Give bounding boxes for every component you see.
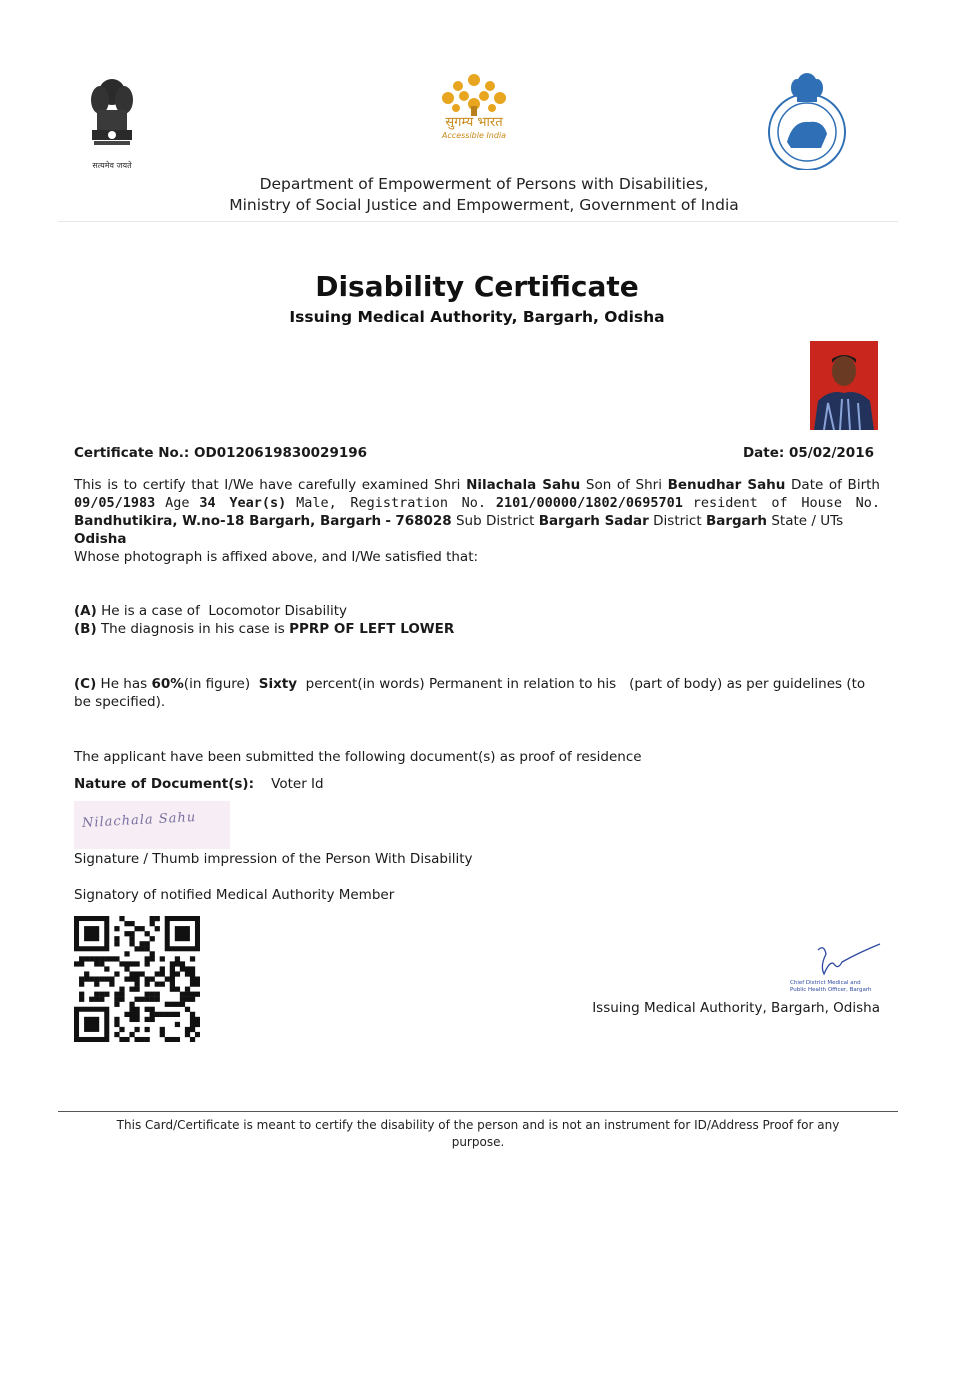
stamp-line-2: Public Health Officer, Bargarh [790,987,872,993]
body-text: Son of Shri [585,477,662,493]
certification-paragraph [74,476,880,566]
documents-nature-value: Voter Id [271,776,324,792]
pin-code: 768028 [395,513,452,529]
body-text: Date of Birth [791,477,880,493]
item-c-label: (C) [74,676,97,692]
father-name: Benudhar Sahu [667,477,786,493]
disability-type: Locomotor Disability [208,603,348,619]
date-label: Date: [742,445,785,461]
item-a-label: (A) [74,603,97,619]
logo-text: सुगम्य भारत [445,115,503,130]
body-text: District [653,513,702,529]
page-subtitle: Issuing Medical Authority, Bargarh, Odisha [289,308,665,326]
certificate-date [743,445,874,461]
applicant-signature [74,801,230,849]
certificate-number [74,445,367,461]
registration-number: 2101/00000/1802/0695701 [495,495,683,511]
certificate-number-label: Certificate No.: [74,445,190,461]
item-a [74,602,347,620]
date-of-birth: 09/05/1983 [74,495,156,511]
qr-code [74,916,200,1042]
body-text: Male, Registration No. [296,495,487,511]
odisha-emblem-icon [765,70,849,170]
body-text: Whose photograph is affixed above, and I/We satisfied that: [74,549,479,565]
item-b [74,620,454,638]
stamp-line-1: Chief District Medical and [790,980,861,986]
item-c [74,675,880,711]
item-b-label: (B) [74,621,97,637]
footer-divider [58,1111,898,1112]
footer-note: This Card/Certificate is meant to certify the disability of the person and is not an instrument for ID/Address Proof for any purpose. [116,1118,840,1149]
officer-signature-icon [790,940,890,980]
accessible-india-logo-icon [428,70,520,150]
item-a-text: He is a case of [101,603,200,619]
disability-percent: 60% [151,676,184,692]
body-text: resident of House No. [692,495,881,511]
handwritten-signature: Nilachala Sahu [81,810,197,831]
certificate-number-value: OD0120619830029196 [194,445,368,461]
signature-caption: Signature / Thumb impression of the Person With Disability [74,851,473,867]
logo-subtext: Accessible India [441,131,507,140]
authority-member-label: Signatory of notified Medical Authority Member [74,887,395,903]
age-value: 34 Year(s) [199,495,287,511]
sub-district-value: Bargarh Sadar [538,513,649,529]
item-b-text: The diagnosis in his case is [100,621,285,637]
department-line-2: Ministry of Social Justice and Empowerment, Government of India [229,196,739,214]
page-title: Disability Certificate [315,270,639,303]
date-value: 05/02/2016 [788,445,874,461]
address-dash: - [385,513,392,529]
item-c-text: percent(in words) Permanent in relation to his [305,676,617,692]
applicant-name: Nilachala Sahu [466,477,581,493]
state-value: Odisha [74,531,127,547]
item-c-text: (in figure) [183,676,251,692]
district-value: Bargarh [705,513,768,529]
body-text: This is to certify that I/We have carefully examined Shri [74,477,461,493]
department-heading [0,174,968,216]
diagnosis-value: PPRP OF LEFT LOWER [289,621,455,637]
body-text: Sub District [455,513,535,529]
body-text: State / UTs [771,513,844,529]
officer-signature [790,940,890,1000]
disability-percent-words: Sixty [258,676,298,692]
issuing-authority: Issuing Medical Authority, Bargarh, Odisha [592,1000,880,1016]
header-divider [58,221,898,222]
documents-nature-label: Nature of Document(s): [74,776,254,792]
item-c-text: He has [100,676,148,692]
documents-intro: The applicant have been submitted the following document(s) as proof of residence [74,749,642,765]
address-value: Bandhutikira, W.no-18 Bargarh, Bargarh [74,513,382,529]
documents-nature [74,775,324,793]
applicant-photo [810,341,878,430]
national-emblem-icon [82,70,142,170]
emblem-motto: सत्यमेव जयते [92,161,132,170]
item-c-text: (part of body) as per guidelines (to be specified). [74,676,866,710]
department-line-1: Department of Empowerment of Persons with Disabilities, [259,175,709,193]
body-text: Age [165,495,190,511]
